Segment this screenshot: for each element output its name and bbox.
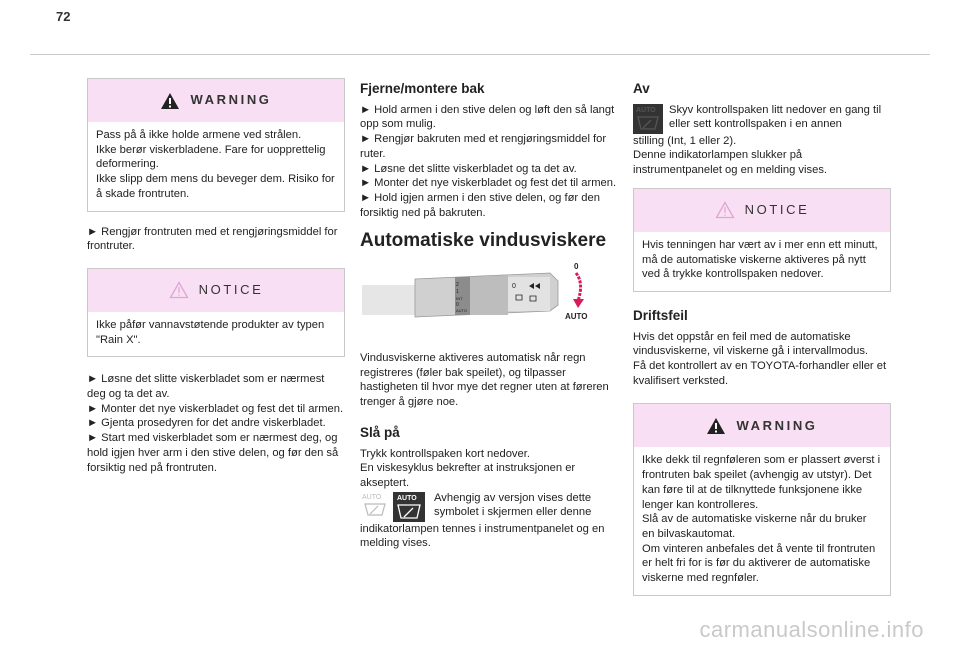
notice-box [87,268,345,357]
warning-box [87,78,345,212]
notice-text: Ikke påfør vannavstøtende produkter av typen "Rain X". [96,318,325,346]
header-divider [30,54,930,55]
stalk-mark-int: INT [456,296,463,302]
stalk-mark-2: 2 [456,282,459,289]
figure-label-zero: 0 [574,262,579,272]
warning-title: WARNING [190,92,272,108]
switch-off-text-continued: stilling (Int, 1 eller 2). Denne indikatorlampen slukker på instrumentpanelet og en melding vises. [633,134,828,177]
steps-replace-blades: ► Løsne det slitte viskerbladet som er nærmest deg og ta det av. ► Monter det nye viskerbladet og fest det til armen. ► Gjenta prosedyren for det andre viskerbladet. ► Start med viskerbladet som er nærmest deg, og hold igjen hver arm i den stive delen, og før den så forsiktig ned på frontruten. [87,373,344,474]
wiper-stalk-illustration [360,259,600,339]
notice-triangle-icon [169,281,189,299]
fault-text: Hvis det oppstår en feil med de automatiske vindusviskerne, vil viskerne gå i intervallmodus. Få det kontrollert av en TOYOTA-forhandler eller et kvalifisert verksted. [633,330,887,387]
stalk-mark-1: 1 [456,289,459,296]
warning-title-2: WARNING [736,417,818,433]
warning-triangle-icon [706,417,726,435]
auto-wiper-outline-icon [360,492,390,520]
figure-label-auto: AUTO [565,312,588,322]
auto-wiper-off-indicator-icon [633,104,663,134]
warning-text-2: Ikke dekk til regnføleren som er plassert øverst i frontruten bak speilet (avhengig av utstyr). Det kan føre til at de tilknyttede funksjonene ikke lenger kan kontrolleres. Slå av de automatiske viskerne når du bruker en bilvaskautomat. Om vinteren anbefales det å vente til frontruten er helt fri for is før du aktiverer de automatiske viskerne med regnføler. [642,454,881,585]
auto-wipers-text: Vindusviskerne aktiveres automatisk når regn registreres (føler bak speilet), og tilpasser hastigheten til hvor mye det regner uten at føreren trenger å gjøre noe. [360,352,609,409]
warning-box-2 [633,403,891,595]
watermark: carmanualsonline.info [699,617,924,642]
auto-wipers-title: Automatiske vindusviskere [360,230,607,252]
page-number: 72 [56,9,71,24]
column-3 [633,82,891,596]
switch-on-indicator-text: indikatorlampen tennes i instrumentpanelet og en melding vises. [360,522,605,550]
notice-title: NOTICE [198,282,264,298]
notice-box-2 [633,188,891,292]
rear-section-title: Fjerne/montere bak [360,81,485,96]
rear-section-text: ► Hold armen i den stive delen og løft den så langt opp som mulig. ► Rengjør bakruten med et rengjøringsmiddel for ruter. ► Løsne det slitte viskerbladet og ta det av. ► Monter det nye viskerbladet og fest det til armen. ► Hold igjen armen i den stive delen, og før den forsiktig ned på bakruten. [360,103,617,219]
svg-text:0: 0 [512,283,516,291]
switch-on-text: Trykk kontrollspaken kort nedover. En viskesyklus bekrefter at instruksjonen er akseptert. [360,447,576,489]
notice-triangle-icon [715,201,735,219]
switch-on-title: Slå på [360,424,400,440]
warning-triangle-icon [160,92,180,110]
fault-title: Driftsfeil [633,307,688,323]
auto-wiper-indicator-icon [393,492,425,522]
svg-text:AUTO: AUTO [362,493,382,501]
svg-text:AUTO: AUTO [397,494,417,502]
switch-off-text: Skyv kontrollspaken litt nedover en gang til eller sett kontrollspaken i en annen [669,103,882,131]
notice-title-2: NOTICE [744,201,810,217]
stalk-mark-0: 0 [456,302,459,309]
column-2 [360,82,618,551]
column-1 [87,78,345,475]
stalk-mark-auto: AUTO [456,308,468,314]
warning-text: Pass på å ikke holde armene ved strålen. Ikke berør viskerbladene. Fare for uopprettelig deformering. Ikke slipp dem mens du beveger dem. Risiko for å skade frontruten. [96,129,335,200]
switch-off-title: Av [633,81,650,96]
notice-text-2: Hvis tenningen har vært av i mer enn ett minutt, må de automatiske viskerne aktiveres på nytt ved å trykke kontrollspaken nedover. [642,238,878,281]
svg-text:AUTO: AUTO [636,106,656,114]
step-clean-windscreen: ► Rengjør frontruten med et rengjøringsmiddel for frontruter. [87,225,338,253]
switch-on-symbol-text: Avhengig av versjon vises dette symbolet i skjermen eller denne [434,491,592,519]
